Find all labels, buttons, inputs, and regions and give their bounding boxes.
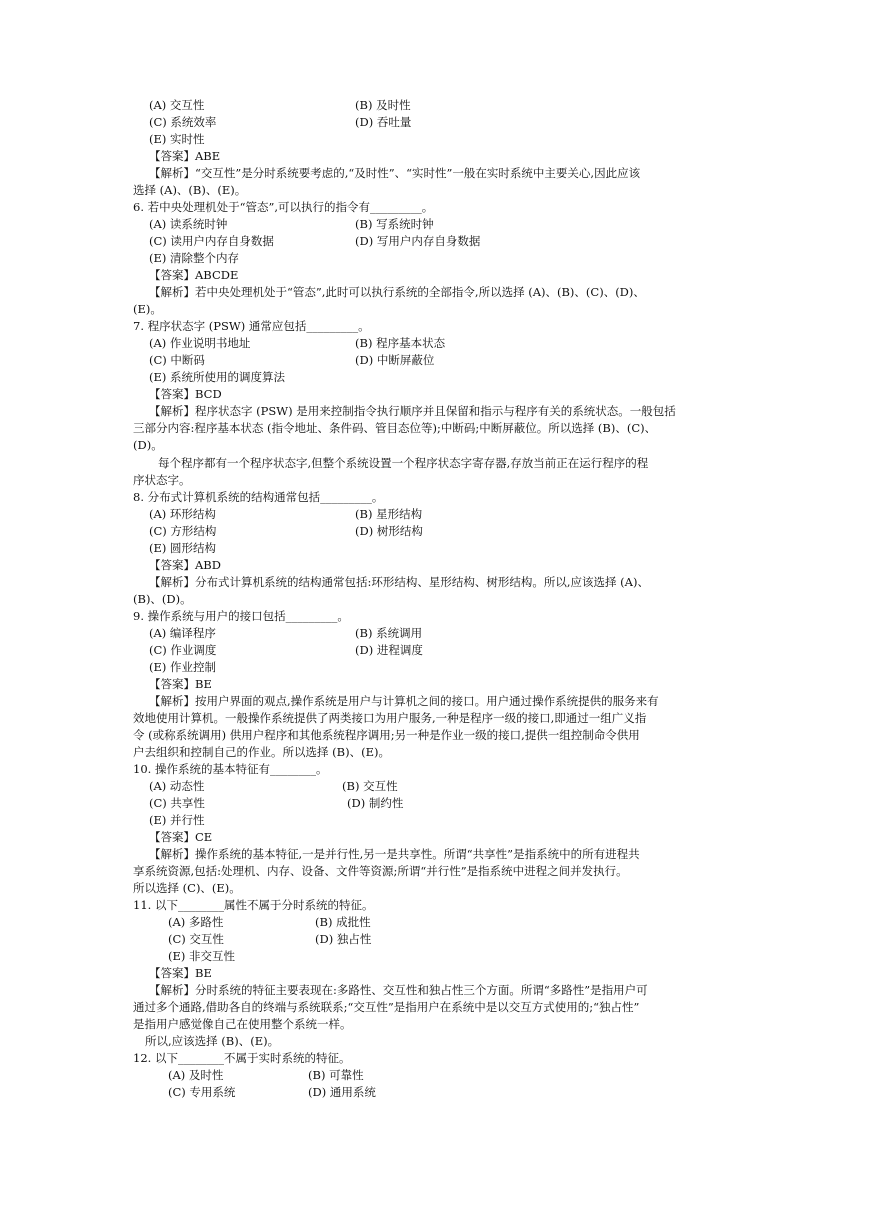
text-line: (C) 系统效率: [149, 115, 217, 129]
text-line: (E) 并行性: [149, 813, 205, 827]
text-line: 序状态字。: [133, 473, 191, 487]
text-line: 8. 分布式计算机系统的结构通常包括_________。: [133, 490, 384, 504]
text-line: 【解析】“交互性”是分时系统要考虑的,“及时性”、“实时性”一般在实时系统中主要关心,因此应该: [149, 166, 641, 180]
text-line: (A) 交互性: [149, 98, 205, 112]
answer-line: 【答案】BE: [149, 966, 212, 980]
text-line: 7. 程序状态字 (PSW) 通常应包括_________。: [133, 319, 370, 333]
text-line: (A) 编译程序: [149, 626, 216, 640]
text-line: (E) 清除整个内存: [149, 251, 240, 265]
text-line: 【解析】分时系统的特征主要表现在:多路性、交互性和独占性三个方面。所谓“多路性”是指用户可: [149, 983, 648, 997]
text-line: (B) 及时性: [355, 98, 411, 112]
answer-line: 【答案】ABE: [149, 149, 221, 163]
text-line: 享系统资源,包括:处理机、内存、设备、文件等资源;所谓“并行性”是指系统中进程之间并发执行。: [133, 864, 628, 878]
text-line: 每个程序都有一个程序状态字,但整个系统设置一个程序状态字寄存器,存放当前正在运行程序的程: [158, 456, 649, 470]
text-line: (D) 独占性: [315, 932, 372, 946]
text-line: 令 (或称系统调用) 供用户程序和其他系统程序调用;另一种是作业一级的接口,提供一组控制命令供用: [133, 728, 640, 742]
text-line: (C) 共享性: [149, 796, 205, 810]
answer-line: 【答案】ABD: [149, 558, 221, 572]
text-line: (D) 通用系统: [308, 1085, 376, 1099]
text-line: (C) 中断码: [149, 353, 205, 367]
text-line: (C) 作业调度: [149, 643, 217, 657]
answer-line: 【答案】ABCDE: [149, 268, 239, 282]
text-line: 所以选择 (C)、(E)。: [133, 881, 241, 895]
text-line: 【解析】分布式计算机系统的结构通常包括:环形结构、星形结构、树形结构。所以,应该选择 (A)、: [149, 575, 649, 589]
text-line: (E) 非交互性: [168, 949, 236, 963]
text-line: 【解析】操作系统的基本特征,一是并行性,另一是共享性。所谓“共享性”是指系统中的所有进程共: [149, 847, 640, 861]
text-line: (D) 制约性: [347, 796, 404, 810]
text-line: (B) 星形结构: [355, 507, 423, 521]
text-line: (B) 程序基本状态: [355, 336, 446, 350]
text-line: (E) 实时性: [149, 132, 205, 146]
answer-line: 【答案】BE: [149, 677, 212, 691]
answer-line: 【答案】CE: [149, 830, 213, 844]
text-line: (C) 读用户内存自身数据: [149, 234, 274, 248]
text-line: 效地使用计算机。一般操作系统提供了两类接口为用户服务,一种是程序一级的接口,即通过一组广义指: [133, 711, 647, 725]
text-line: (D) 写用户内存自身数据: [355, 234, 481, 248]
text-line: 【解析】程序状态字 (PSW) 是用来控制指令执行顺序并且保留和指示与程序有关的系统状态。一般包括: [149, 404, 676, 418]
text-line: (A) 及时性: [168, 1068, 224, 1082]
text-line: 12. 以下________不属于实时系统的特征。: [133, 1051, 351, 1065]
text-line: (B)、(D)。: [133, 592, 192, 606]
text-line: (B) 系统调用: [355, 626, 423, 640]
text-line: 通过多个通路,借助各自的终端与系统联系;“交互性”是指用户在系统中是以交互方式使用的;“独占性”: [133, 1000, 640, 1014]
text-line: (A) 环形结构: [149, 507, 216, 521]
text-line: 10. 操作系统的基本特征有________。: [133, 762, 328, 776]
text-line: 【解析】按用户界面的观点,操作系统是用户与计算机之间的接口。用户通过操作系统提供的服务来有: [149, 694, 659, 708]
text-line: (E) 圆形结构: [149, 541, 217, 555]
text-line: (D) 中断屏蔽位: [355, 353, 435, 367]
text-line: (B) 写系统时钟: [355, 217, 434, 231]
text-line: (A) 多路性: [168, 915, 224, 929]
text-line: 6. 若中央处理机处于“管态”,可以执行的指令有_________。: [133, 200, 434, 214]
answer-line: 【答案】BCD: [149, 387, 222, 401]
text-line: (A) 作业说明书地址: [149, 336, 251, 350]
text-line: (E) 作业控制: [149, 660, 217, 674]
text-line: (A) 动态性: [149, 779, 205, 793]
text-line: 所以,应该选择 (B)、(E)。: [145, 1034, 280, 1048]
text-line: (D)。: [133, 438, 163, 452]
text-line: (D) 树形结构: [355, 524, 423, 538]
text-line: (C) 交互性: [168, 932, 224, 946]
text-line: 选择 (A)、(B)、(E)。: [133, 183, 247, 197]
text-line: (B) 交互性: [342, 779, 398, 793]
text-line: (A) 读系统时钟: [149, 217, 228, 231]
text-line: 11. 以下________属性不属于分时系统的特征。: [133, 898, 374, 912]
text-line: 【解析】若中央处理机处于“管态”,此时可以执行系统的全部指令,所以选择 (A)、(B)、(C)、(D)、: [149, 285, 645, 299]
text-line: 9. 操作系统与用户的接口包括_________。: [133, 609, 349, 623]
text-line: (C) 方形结构: [149, 524, 217, 538]
text-line: (E) 系统所使用的调度算法: [149, 370, 286, 384]
text-line: (B) 可靠性: [308, 1068, 364, 1082]
text-line: 是指用户感觉像自己在使用整个系统一样。: [133, 1017, 352, 1031]
text-line: 三部分内容:程序基本状态 (指令地址、条件码、管目态位等);中断码;中断屏蔽位。所以选择 (B)、(C)、: [133, 421, 657, 435]
text-line: (B) 成批性: [315, 915, 371, 929]
text-line: (D) 进程调度: [355, 643, 423, 657]
text-line: (C) 专用系统: [168, 1085, 236, 1099]
text-line: (D) 吞吐量: [355, 115, 412, 129]
text-line: (E)。: [133, 302, 162, 316]
text-line: 户去组织和控制自己的作业。所以选择 (B)、(E)。: [133, 745, 390, 759]
